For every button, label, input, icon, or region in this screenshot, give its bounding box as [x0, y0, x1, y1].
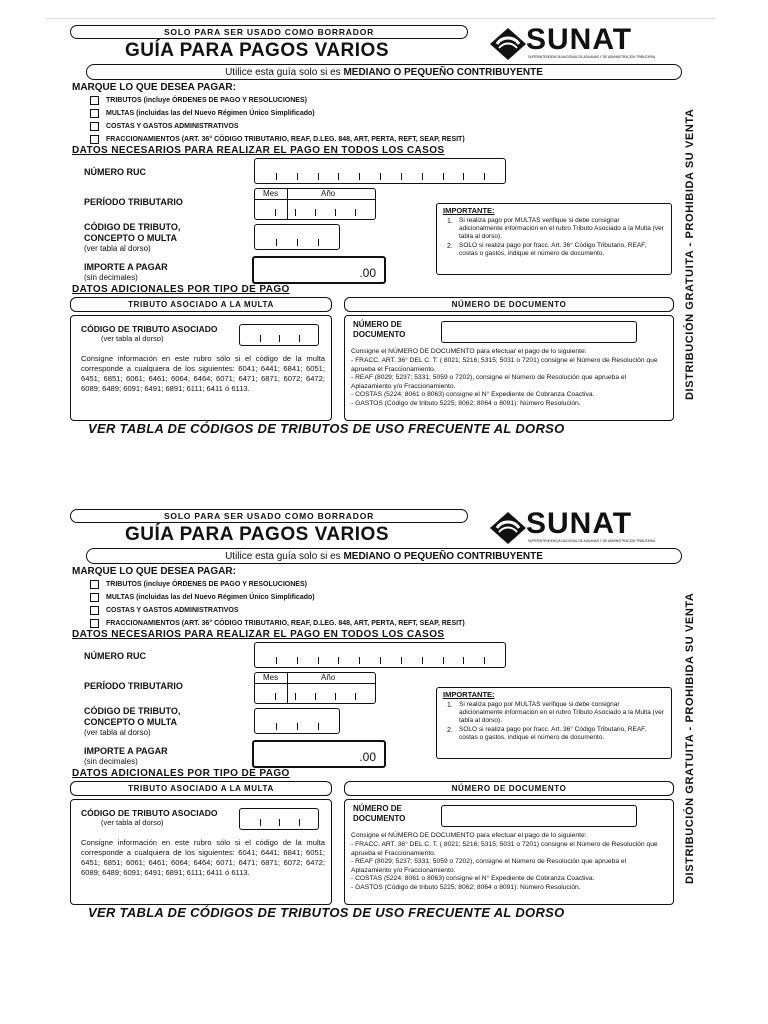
box-tick: [484, 173, 485, 180]
box-tick: [297, 173, 298, 180]
intro-bold: MEDIANO O PEQUEÑO CONTRIBUYENTE: [343, 67, 543, 78]
checkbox-multas[interactable]: [90, 593, 99, 602]
box-tick: [318, 723, 319, 730]
ruc-ticks: [255, 159, 505, 183]
doc-item-fracc: - FRACC. ART. 36° DEL C. T. ( 8021; 5216; 5315; 5031 o 7201) consigne el Número de Resolución que aprueba el Fraccionamiento.: [351, 357, 658, 373]
assoc-code-sublabel: (ver tabla al dorso): [101, 334, 164, 343]
ruc-label: NÚMERO RUC: [84, 651, 146, 661]
box-tick: [443, 657, 444, 664]
assoc-panel: [70, 315, 332, 421]
periodo-label: PERÍODO TRIBUTARIO: [84, 681, 183, 691]
box-tick: [279, 335, 280, 342]
box-tick: [335, 693, 336, 700]
periodo-ticks: [255, 189, 375, 219]
checkbox-fraccionamientos[interactable]: [90, 135, 99, 144]
side-distribution-text: DISTRIBUCIÓN GRATUITA - PROHIBIDA SU VENTA: [684, 108, 696, 400]
doc-item-costas: - COSTAS (5224; 8061 o 8063) consigne el N° Expediente de Cobranza Coactiva.: [351, 875, 595, 882]
ruc-ticks: [255, 643, 505, 667]
sunat-logo: [488, 508, 678, 548]
box-tick: [401, 173, 402, 180]
box-tick: [463, 173, 464, 180]
assoc-code-input[interactable]: [239, 808, 319, 830]
sunat-logo-text: SUNAT: [526, 507, 633, 540]
doc-header-box: [344, 297, 674, 312]
doc-label-2: DOCUMENTO: [353, 330, 406, 339]
intro-box: [86, 64, 682, 80]
intro-bold: MEDIANO O PEQUEÑO CONTRIBUYENTE: [343, 551, 543, 562]
mes-label: Mes: [263, 189, 279, 198]
sunat-logo-subtext: SUPERINTENDENCIA NACIONAL DE ADUANAS Y DE ADMINISTRACIÓN TRIBUTARIA: [528, 55, 655, 59]
important-box: [436, 203, 672, 275]
intro-text: [87, 67, 681, 78]
codigo-label-2: CONCEPTO O MULTA: [84, 717, 177, 727]
importe-input[interactable]: [252, 740, 386, 768]
box-tick: [276, 173, 277, 180]
codigo-input[interactable]: [254, 708, 340, 734]
doc-label-2: DOCUMENTO: [353, 814, 406, 823]
checkbox-multas[interactable]: [90, 109, 99, 118]
important-text-2: SOLO si realiza pago por fracc. Art. 36° Código Tributario, REAF, costas o gastos, indique el número de documento.: [459, 242, 647, 257]
codigo-label-1: CÓDIGO DE TRIBUTO,: [84, 222, 181, 232]
sunat-logo: [488, 24, 678, 64]
doc-intro: Consigne el NÚMERO DE DOCUMENTO para efectuar el pago de lo siguiente:: [351, 348, 587, 355]
box-tick: [338, 173, 339, 180]
codigo-label-1: CÓDIGO DE TRIBUTO,: [84, 706, 181, 716]
box-tick: [335, 209, 336, 216]
box-tick: [484, 657, 485, 664]
checkbox-tributos[interactable]: [90, 96, 99, 105]
box-tick: [275, 209, 276, 216]
box-tick: [297, 657, 298, 664]
ruc-label: NÚMERO RUC: [84, 167, 146, 177]
intro-text: [87, 551, 681, 562]
payment-form-bottom: [0, 484, 768, 924]
doc-header: NÚMERO DE DOCUMENTO: [451, 300, 567, 309]
draft-banner: [70, 509, 468, 523]
box-tick: [422, 657, 423, 664]
assoc-code-input[interactable]: [239, 324, 319, 346]
option-multas: MULTAS (incluidas las del Nuevo Régimen Único Simplificado): [106, 594, 315, 601]
box-tick: [443, 173, 444, 180]
intro-prefix: Utilice esta guía solo si es: [225, 551, 344, 562]
box-tick: [297, 239, 298, 246]
payment-form-top: [0, 0, 768, 440]
importe-label: IMPORTE A PAGAR: [84, 262, 168, 272]
doc-item-fracc: - FRACC. ART. 36° DEL C. T. ( 8021; 5216; 5315; 5031 o 7201) consigne el Número de Resolución que aprueba el Fraccionamiento.: [351, 841, 658, 857]
box-tick: [359, 657, 360, 664]
draft-banner-text: SOLO PARA SER USADO COMO BORRADOR: [163, 27, 375, 37]
box-tick: [463, 657, 464, 664]
box-tick: [401, 657, 402, 664]
checkbox-tributos[interactable]: [90, 580, 99, 589]
doc-item-costas: - COSTAS (5224; 8061 o 8063) consigne el N° Expediente de Cobranza Coactiva.: [351, 391, 595, 398]
section-required-heading: DATOS NECESARIOS PARA REALIZAR EL PAGO EN TODOS LOS CASOS: [72, 629, 445, 640]
doc-item-gastos: - GASTOS (Código de tributo 5225; 8062; 8064 o 8091): Número Resolución.: [351, 884, 581, 891]
box-tick: [275, 693, 276, 700]
assoc-text: Consigne información en este rubro sólo si el código de la multa corresponde a cualquiera de los siguientes: 6041; 6441; 6841; 6051; 6451; 6851; 6061; 6461; 6064; 6464; 6071; 6471; 6871; 6072; 6472; 6089; 6489; 6091; 6491; 6891; 6111; 6411 ó 6113.: [81, 838, 325, 877]
side-distribution-text: DISTRIBUCIÓN GRATUITA - PROHIBIDA SU VENTA: [684, 592, 696, 884]
box-tick: [295, 693, 296, 700]
doc-intro: Consigne el NÚMERO DE DOCUMENTO para efectuar el pago de lo siguiente:: [351, 832, 587, 839]
option-costas: COSTAS Y GASTOS ADMINISTRATIVOS: [106, 123, 239, 130]
anio-label: Año: [321, 189, 336, 198]
codigo-ticks: [255, 225, 339, 249]
checkbox-fraccionamientos[interactable]: [90, 619, 99, 628]
option-tributos: TRIBUTOS (incluye ÓRDENES DE PAGO Y RESOLUCIONES): [106, 581, 307, 588]
form-title: GUÍA PARA PAGOS VARIOS: [125, 524, 390, 545]
codigo-label-3: (ver tabla al dorso): [84, 728, 151, 737]
assoc-code-sublabel: (ver tabla al dorso): [101, 818, 164, 827]
important-num-1: 1.: [447, 218, 453, 225]
box-tick: [276, 239, 277, 246]
box-tick: [276, 657, 277, 664]
box-tick: [299, 335, 300, 342]
box-tick: [380, 173, 381, 180]
box-tick: [355, 209, 356, 216]
section-required-heading: DATOS NECESARIOS PARA REALIZAR EL PAGO EN TODOS LOS CASOS: [72, 145, 445, 156]
box-tick: [260, 819, 261, 826]
importe-sublabel: (sin decimales): [84, 273, 138, 282]
assoc-header: TRIBUTO ASOCIADO A LA MULTA: [128, 300, 274, 309]
doc-input[interactable]: [441, 805, 637, 827]
assoc-code-ticks: [240, 809, 318, 829]
intro-box: [86, 548, 682, 564]
assoc-text: Consigne información en este rubro sólo si el código de la multa corresponde a cualquiera de los siguientes: 6041; 6441; 6841; 6051; 6451; 6851; 6061; 6461; 6064; 6464; 6071; 6471; 6871; 6072; 6472; 6089; 6489; 6091; 6491; 6891; 6111; 6411 ó 6113.: [81, 354, 325, 393]
box-tick: [359, 173, 360, 180]
draft-banner: [70, 25, 468, 39]
box-tick: [355, 693, 356, 700]
assoc-header-box: [70, 297, 332, 312]
sunat-logo-subtext: SUPERINTENDENCIA NACIONAL DE ADUANAS Y DE ADMINISTRACIÓN TRIBUTARIA: [528, 539, 655, 543]
section-additional-heading: DATOS ADICIONALES POR TIPO DE PAGO: [72, 768, 290, 779]
codigo-label-2: CONCEPTO O MULTA: [84, 233, 177, 243]
doc-label-1: NÚMERO DE: [353, 320, 402, 329]
ruc-input[interactable]: [254, 158, 506, 184]
doc-item-reaf: - REAF (8029; 5237; 5331; 5059 o 7202), consigne el Número de Resolución que aprueba el Aplazamiento y/o Fraccionamiento.: [351, 858, 627, 874]
important-num-2: 2.: [447, 727, 453, 734]
doc-item-reaf: - REAF (8029; 5237; 5331; 5059 o 7202), consigne el Número de Resolución que aprueba el Aplazamiento y/o Fraccionamiento.: [351, 374, 627, 390]
box-tick: [318, 239, 319, 246]
box-tick: [338, 657, 339, 664]
assoc-header: TRIBUTO ASOCIADO A LA MULTA: [128, 784, 274, 793]
assoc-code-label: CÓDIGO DE TRIBUTO ASOCIADO: [81, 324, 218, 334]
box-tick: [295, 209, 296, 216]
doc-header: NÚMERO DE DOCUMENTO: [451, 784, 567, 793]
assoc-panel: [70, 799, 332, 905]
codigo-ticks: [255, 709, 339, 733]
codigo-input[interactable]: [254, 224, 340, 250]
importe-label: IMPORTE A PAGAR: [84, 746, 168, 756]
doc-panel: [344, 315, 674, 421]
sunat-emblem-icon: [488, 26, 528, 62]
option-multas: MULTAS (incluidas las del Nuevo Régimen Único Simplificado): [106, 110, 315, 117]
footer-note: VER TABLA DE CÓDIGOS DE TRIBUTOS DE USO FRECUENTE AL DORSO: [88, 421, 565, 436]
assoc-header-box: [70, 781, 332, 796]
important-text-1: Si realiza pago por MULTAS verifique si debe consignar adicionalmente información en el rubro Tributo Asociado a la Multa (ver tabla al dorso).: [459, 701, 664, 724]
periodo-input[interactable]: [254, 672, 376, 704]
doc-input[interactable]: [441, 321, 637, 343]
box-tick: [279, 819, 280, 826]
mes-label: Mes: [263, 673, 279, 682]
box-tick: [318, 173, 319, 180]
periodo-input[interactable]: [254, 188, 376, 220]
ruc-input[interactable]: [254, 642, 506, 668]
checkbox-costas[interactable]: [90, 606, 99, 615]
checkbox-costas[interactable]: [90, 122, 99, 131]
footer-note: VER TABLA DE CÓDIGOS DE TRIBUTOS DE USO FRECUENTE AL DORSO: [88, 905, 565, 920]
important-num-1: 1.: [447, 702, 453, 709]
important-title: IMPORTANTE:: [443, 690, 495, 699]
box-tick: [380, 657, 381, 664]
doc-label-1: NÚMERO DE: [353, 804, 402, 813]
important-num-2: 2.: [447, 243, 453, 250]
assoc-code-ticks: [240, 325, 318, 345]
sunat-logo-text: SUNAT: [526, 23, 633, 56]
intro-prefix: Utilice esta guía solo si es: [225, 67, 344, 78]
option-fraccionamientos: FRACCIONAMIENTOS (ART. 36° CÓDIGO TRIBUTARIO, REAF, D.LEG. 848, ART, PERTA, REFT, SEAP, RESIT): [106, 136, 465, 143]
doc-item-gastos: - GASTOS (Código de tributo 5225; 8062; 8064 o 8091): Número Resolución.: [351, 400, 581, 407]
doc-panel: [344, 799, 674, 905]
doc-header-box: [344, 781, 674, 796]
importe-decimals: .00: [359, 266, 376, 280]
sunat-emblem-icon: [488, 510, 528, 546]
assoc-code-label: CÓDIGO DE TRIBUTO ASOCIADO: [81, 808, 218, 818]
box-tick: [422, 173, 423, 180]
option-fraccionamientos: FRACCIONAMIENTOS (ART. 36° CÓDIGO TRIBUTARIO, REAF, D.LEG. 848, ART, PERTA, REFT, SEAP, RESIT): [106, 620, 465, 627]
important-title: IMPORTANTE:: [443, 206, 495, 215]
box-tick: [297, 723, 298, 730]
box-tick: [299, 819, 300, 826]
box-tick: [315, 693, 316, 700]
important-box: [436, 687, 672, 759]
periodo-ticks: [255, 673, 375, 703]
codigo-label-3: (ver tabla al dorso): [84, 244, 151, 253]
option-costas: COSTAS Y GASTOS ADMINISTRATIVOS: [106, 607, 239, 614]
box-tick: [276, 723, 277, 730]
form-title: GUÍA PARA PAGOS VARIOS: [125, 40, 390, 61]
option-tributos: TRIBUTOS (incluye ÓRDENES DE PAGO Y RESOLUCIONES): [106, 97, 307, 104]
importe-input[interactable]: [252, 256, 386, 284]
box-tick: [318, 657, 319, 664]
anio-label: Año: [321, 673, 336, 682]
section-additional-heading: DATOS ADICIONALES POR TIPO DE PAGO: [72, 284, 290, 295]
importe-decimals: .00: [359, 750, 376, 764]
important-text-1: Si realiza pago por MULTAS verifique si debe consignar adicionalmente información en el rubro Tributo Asociado a la Multa (ver tabla al dorso).: [459, 217, 664, 240]
importe-sublabel: (sin decimales): [84, 757, 138, 766]
important-text-2: SOLO si realiza pago por fracc. Art. 36° Código Tributario, REAF, costas o gastos, indique el número de documento.: [459, 726, 647, 741]
draft-banner-text: SOLO PARA SER USADO COMO BORRADOR: [163, 511, 375, 521]
box-tick: [315, 209, 316, 216]
periodo-label: PERÍODO TRIBUTARIO: [84, 197, 183, 207]
mark-heading: MARQUE LO QUE DESEA PAGAR:: [72, 82, 236, 93]
mark-heading: MARQUE LO QUE DESEA PAGAR:: [72, 566, 236, 577]
box-tick: [260, 335, 261, 342]
